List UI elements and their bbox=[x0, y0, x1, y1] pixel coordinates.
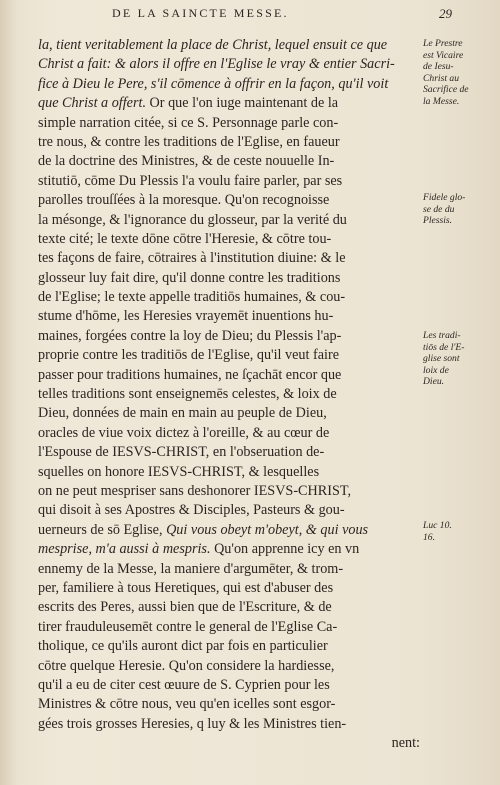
text-line: stume d'hōme, les Heresies vrayemēt inuentions hu- bbox=[38, 308, 334, 325]
text-line bbox=[38, 521, 420, 540]
marginal-note-line: Dieu. bbox=[423, 376, 445, 387]
text-line: tre nous, & contre les traditions de l'Eglise, en faueur bbox=[38, 133, 340, 150]
marginal-note-line: Le Prestre bbox=[423, 38, 463, 49]
marginal-note-1 bbox=[423, 38, 495, 107]
roman-span: Qu'on apprenne icy en vn bbox=[210, 541, 360, 558]
page-number: 29 bbox=[439, 6, 452, 21]
marginal-note-line: tiōs de l'E- bbox=[423, 341, 465, 353]
text-line: Christ a fait: & alors il offre en l'Eglise le vray & entier Sacri- bbox=[38, 56, 395, 73]
text-line: la, tient veritablement la place de Christ, lequel ensuit ce que bbox=[38, 37, 388, 53]
roman-span: uerneurs de sō Eglise, bbox=[38, 521, 167, 538]
text-line: escrits des Peres, aussi bien que de l'Escriture, & de bbox=[38, 599, 332, 616]
running-title: DE LA SAINCTE MESSE. bbox=[112, 6, 289, 20]
text-line: glosseur luy fait dire, qu'il donne contre les traditions bbox=[38, 269, 341, 286]
text-line: de la doctrine des Ministres, & de ceste nouuelle In- bbox=[38, 153, 335, 170]
roman-span: Or que l'on iuge maintenant de la bbox=[146, 95, 339, 112]
text-line: nent: bbox=[391, 735, 420, 752]
text-line: Ministres & cōtre nous, veu qu'en icelles sont esgor- bbox=[38, 696, 336, 713]
text-line: texte cité; le texte dōne cōtre l'Heresie, & cōtre tou- bbox=[38, 230, 332, 247]
italic-span: Qui vous obeyt m'obeyt, & qui vous bbox=[166, 521, 369, 538]
marginal-note-line: de Iesu- bbox=[423, 61, 454, 72]
text-line bbox=[38, 94, 420, 113]
running-header bbox=[112, 6, 452, 22]
text-line: ennemy de la Messe, la maniere d'argumēter, & trom- bbox=[38, 560, 344, 577]
text-line: cōtre quelque Heresie. Qu'on considere la hardiesse, bbox=[38, 657, 335, 674]
marginal-note-line: 16. bbox=[423, 531, 435, 543]
text-line: on ne peut mespriser sans deshonorer IESVS-CHRIST, bbox=[38, 482, 351, 499]
text-line: l'Espouse de IESVS-CHRIST, en l'obseruation de- bbox=[38, 444, 325, 461]
marginal-note-line: glise sont bbox=[423, 353, 460, 364]
marginal-note-line: loix de bbox=[423, 364, 449, 376]
marginal-note-2 bbox=[423, 192, 495, 227]
text-line: Dieu, données de main en main au peuple de Dieu, bbox=[38, 405, 327, 422]
text-line: tirer frauduleusemēt contre le general de l'Eglise Ca- bbox=[38, 618, 338, 635]
text-line: maines, forgées contre la loy de Dieu; du Plessis l'ap- bbox=[38, 327, 342, 344]
marginal-note-line: Sacrifice de bbox=[423, 84, 469, 95]
text-line: telles traditions sont enseignemēs celestes, & loix de bbox=[38, 386, 337, 403]
text-line: la mésonge, & l'ignorance du glosseur, par la verité du bbox=[38, 211, 347, 228]
main-text-block bbox=[38, 36, 420, 753]
marginal-note-line: Fidele glo- bbox=[423, 192, 466, 203]
marginal-note-3 bbox=[423, 330, 495, 388]
text-line: tes façons de faire, cōtraires à l'institution diuine: & le bbox=[38, 250, 346, 267]
text-line: qui disoit à ses Apostres & Disciples, Pasteurs & gou- bbox=[38, 502, 345, 519]
text-line bbox=[38, 540, 420, 559]
text-line: passer pour traditions humaines, ne ſçachāt encor que bbox=[38, 366, 342, 383]
text-line: gées trois grosses Heresies, q luy & les Ministres tien- bbox=[38, 715, 347, 732]
marginal-note-line: est Vicaire bbox=[423, 49, 464, 61]
marginal-note-line: Christ au bbox=[423, 72, 459, 84]
text-line: fice à Dieu le Pere, s'il cōmence à offrir en la façon, qu'il voit bbox=[38, 75, 389, 92]
text-line: stitutiō, cōme Du Plessis l'a voulu faire parler, par ses bbox=[38, 172, 343, 189]
italic-span: que Christ a offert. bbox=[38, 95, 146, 112]
text-line: squelles on honore IESVS-CHRIST, & lesquelles bbox=[38, 463, 320, 480]
marginal-note-line: Luc 10. bbox=[423, 520, 452, 531]
marginal-note-line: Plessis. bbox=[423, 215, 453, 226]
marginal-note-line: la Messe. bbox=[423, 95, 460, 107]
text-line: simple narration citée, si ce S. Personnage parle con- bbox=[38, 114, 339, 131]
text-line: tholique, ce qu'ils auront dict par fois en particulier bbox=[38, 638, 328, 655]
text-line: per, familiere à tous Heretiques, qui est d'abuser des bbox=[38, 579, 334, 596]
marginal-note-4 bbox=[423, 520, 495, 543]
text-line: de l'Eglise; le texte appelle traditiōs humaines, & cou- bbox=[38, 289, 346, 306]
text-line: parolles trouſſées à la moresque. Qu'on recognoisse bbox=[38, 192, 330, 209]
italic-span: mesprise, m'a aussi à mespris. bbox=[38, 541, 211, 558]
text-line: qu'il a eu de citer cest œuure de S. Cyprien pour les bbox=[38, 676, 330, 693]
marginal-note-line: Les tradi- bbox=[423, 330, 461, 341]
text-line: proprie contre les traditiōs de l'Eglise, qu'il veut faire bbox=[38, 347, 339, 364]
marginal-note-line: se de du bbox=[423, 203, 455, 215]
text-line: oracles de viue voix dictez à l'oreille, & au cœur de bbox=[38, 424, 330, 441]
